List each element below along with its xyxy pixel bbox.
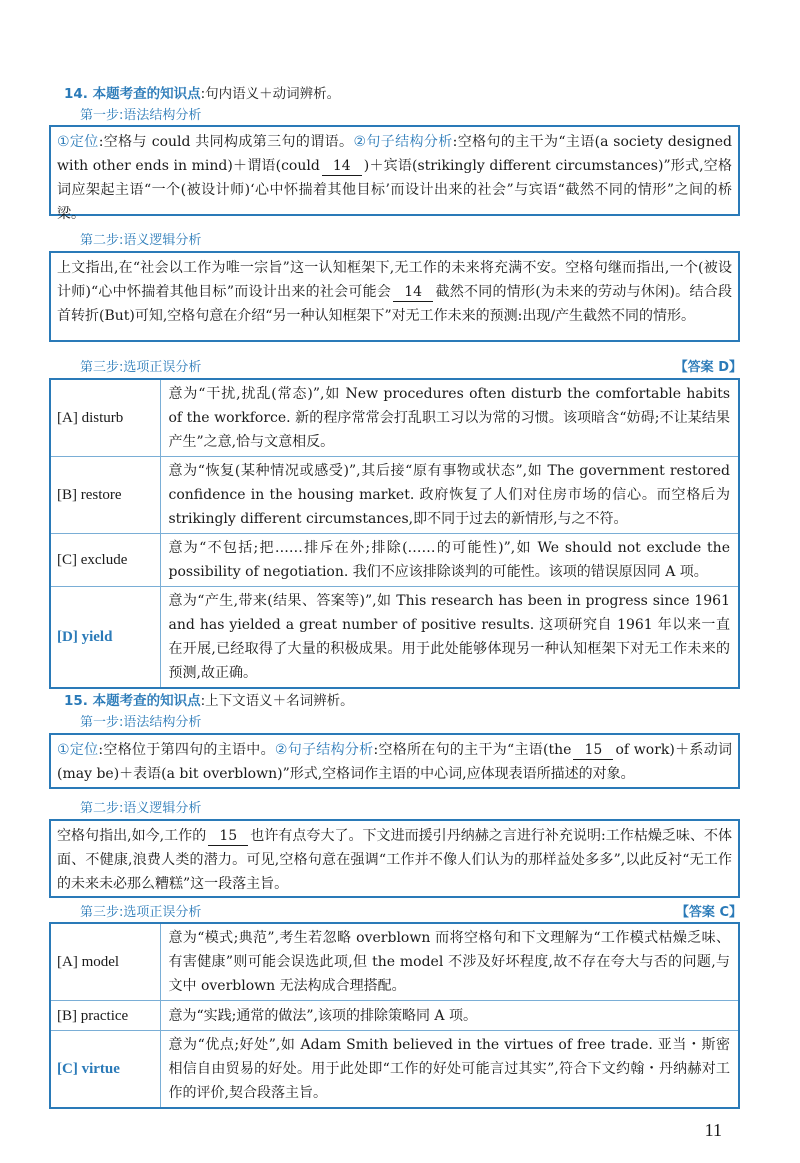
q14-option-d-desc: 意为“产生,带来(结果、答案等)”,如 This research has been in progress since 1961 and has yielded a great number of positive results. 这项研究自 1961 年以来一直在开展,已经取得了大量的积极成果。用于此处能够体现另一种认知框架下对无工作未来的预测,故正确。	[160, 587, 739, 689]
q14-option-row-b	[50, 457, 739, 534]
page-number: 11	[704, 1120, 722, 1140]
q14-locate-label: ①定位	[57, 134, 99, 150]
q15-locate-label: ①定位	[57, 742, 99, 758]
q14-structure-label: ②句子结构分析	[353, 134, 453, 150]
q14-answer: 【答案 D】	[674, 360, 742, 375]
q15-answer: 【答案 C】	[675, 905, 742, 920]
q15-logic-box	[49, 819, 740, 898]
q15-option-b-desc: 意为“实践;通常的做法”,该项的排除策略同 A 项。	[160, 1001, 739, 1031]
q15-option-row-c	[50, 1031, 739, 1109]
q15-title-rest: :上下文语义＋名词辨析。	[200, 693, 354, 709]
q14-option-row-d	[50, 587, 739, 689]
q15-structure-label: ②句子结构分析	[274, 742, 374, 758]
q15-grammar-box	[49, 733, 740, 789]
q15-logic-text: 空格句指出,如今,工作的	[57, 828, 207, 844]
q14-grammar-box	[49, 125, 740, 222]
q15-logic-blank: 15	[208, 827, 248, 846]
q15-blank: 15	[573, 741, 613, 760]
q14-option-d-label: [D] yield	[50, 587, 160, 689]
q15-option-row-b	[50, 1001, 739, 1031]
q14-blank: 14	[322, 157, 362, 176]
q14-option-row-a	[50, 379, 739, 457]
q14-option-b-desc: 意为“恢复(某种情况或感受)”,其后接“原有事物或状态”,如 The government restored confidence in the housing market. 政府恢复了人们对住房市场的信心。而空格后为 strikingly different circumstances,即不同于过去的新情形,与之不符。	[160, 457, 739, 534]
q14-option-a-label: [A] disturb	[50, 379, 160, 457]
q14-structure-text: :空格句的主干为“主语(a society designed with other ends in mind)＋谓语(could	[57, 134, 732, 174]
q14-step3-heading: 第三步:选项正误分析	[80, 360, 202, 375]
q14-options-table	[49, 378, 740, 689]
q14-option-row-c	[50, 534, 739, 587]
q15-step1-heading: 第一步:语法结构分析	[80, 715, 202, 730]
q15-options-table	[49, 922, 740, 1109]
q15-option-b-label: [B] practice	[50, 1001, 160, 1031]
q14-title-num: 14. 本题考查的知识点	[64, 86, 201, 102]
q14-title	[64, 82, 340, 102]
q14-title-rest: :句内语义＋动词辨析。	[200, 86, 341, 102]
q15-title-num: 15. 本题考查的知识点	[64, 693, 201, 709]
q15-step3-heading: 第三步:选项正误分析	[80, 905, 202, 920]
q14-logic-box	[49, 251, 740, 342]
q15-step2-heading: 第二步:语义逻辑分析	[80, 801, 202, 816]
q15-option-a-desc: 意为“模式;典范”,考生若忽略 overblown 而将空格句和下文理解为“工作模式枯燥乏味、有害健康”则可能会误选此项,但 the model 不涉及好坏程度,故不存在夸大与否的问题,与文中 overblown 无法构成合理搭配。	[160, 923, 739, 1001]
q15-option-c-label: [C] virtue	[50, 1031, 160, 1109]
q15-structure-text-2: of work)＋系动词(may be)＋表语(a bit overblown)”形式,空格词作主语的中心词,应体现表语所描述的对象。	[57, 742, 732, 782]
q14-option-a-desc: 意为“干扰,扰乱(常态)”,如 New procedures often disturb the comfortable habits of the workforce. 新的程序常常会打乱职工习以为常的习惯。该项暗含“妨碍;不让某结果产生”之意,恰与文意相反。	[160, 379, 739, 457]
q14-logic-text-2: 截然不同的情形(为未来的劳动与休闲)。结合段首转折(But)可知,空格句意在介绍“另一种认知框架下”对无工作未来的预测:出现/产生截然不同的情形。	[57, 284, 732, 324]
q15-logic-text-2: 也许有点夸大了。下文进而援引丹纳赫之言进行补充说明:工作枯燥乏味、不体面、不健康,浪费人类的潜力。可见,空格句意在强调“工作并不像人们认为的那样益处多多”,以此反衬“无工作的未来未必那么糟糕”这一段落主旨。	[57, 828, 733, 892]
q14-step2-heading: 第二步:语义逻辑分析	[80, 233, 202, 248]
q15-option-c-desc: 意为“优点;好处”,如 Adam Smith believed in the virtues of free trade. 亚当・斯密相信自由贸易的好处。用于此处即“工作的好处可能言过其实”,符合下文约翰・丹纳赫对工作的评价,契合段落主旨。	[160, 1031, 739, 1109]
q14-locate-text: :空格与 could 共同构成第三句的谓语。	[98, 134, 354, 150]
q14-option-c-desc: 意为“不包括;把……排斥在外;排除(……的可能性)”,如 We should not exclude the possibility of negotiation. 我们不应该排除谈判的可能性。该项的错误原因同 A 项。	[160, 534, 739, 587]
q14-logic-blank: 14	[393, 283, 433, 302]
q14-option-b-label: [B] restore	[50, 457, 160, 534]
q15-title	[64, 689, 354, 709]
q15-option-row-a	[50, 923, 739, 1001]
q14-structure-text-2: )＋宾语(strikingly different circumstances)”形式,空格词应架起主语“一个(被设计师)‘心中怀揣着其他目标’而设计出来的社会”与宾语“截然不同的情形”之间的桥梁。	[57, 158, 732, 222]
q15-option-a-label: [A] model	[50, 923, 160, 1001]
q14-step1-heading: 第一步:语法结构分析	[80, 108, 202, 123]
q14-option-c-label: [C] exclude	[50, 534, 160, 587]
q15-structure-text: :空格所在句的主干为“主语(the	[373, 742, 572, 758]
q14-logic-text: 上文指出,在“社会以工作为唯一宗旨”这一认知框架下,无工作的未来将充满不安。空格句继而指出,一个(被设计师)“心中怀揣着其他目标”而设计出来的社会可能会	[57, 260, 732, 300]
q15-locate-text: :空格位于第四句的主语中。	[98, 742, 275, 758]
